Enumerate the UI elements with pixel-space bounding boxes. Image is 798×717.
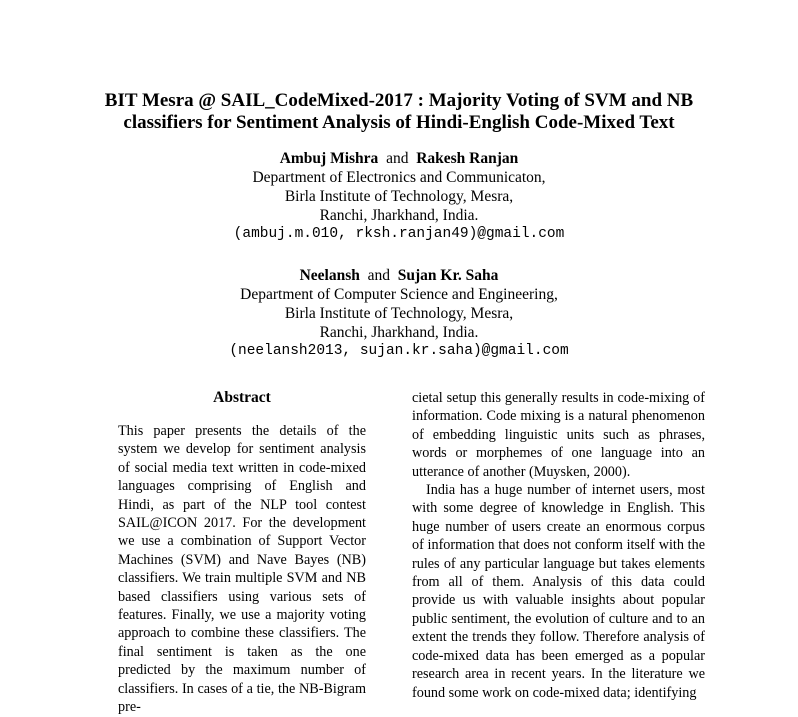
author-name: Ambuj Mishra [279,150,379,167]
author-name: Rakesh Ranjan [416,150,519,167]
abstract-body [118,422,366,717]
paper-title [0,90,798,134]
author-names-2 [0,266,798,285]
title-line-1: BIT Mesra @ SAIL_CodeMixed-2017 : Majority Voting of SVM and NB [104,90,694,111]
author-name: Sujan Kr. Saha [397,267,499,284]
author-block-1 [0,149,798,244]
author-email: (neelansh2013, sujan.kr.saha)@gmail.com [229,343,569,359]
author-city: Ranchi, Jharkhand, India. [319,324,479,341]
title-line-2: classifiers for Sentiment Analysis of Hindi-English Code-Mixed Text [123,112,675,133]
paragraph: India has a huge number of internet users, most with some degree of knowledge in English. This huge number of users create an enormous corpus of information that does not conform itself with the rules of any particular language but takes elements from all of them. Analysis of this data could provide us with valuable insights about popular public sentiment, the evolution of culture and to an extent the trends they follow. Therefore analysis of code-mixed data has been emerged as a popular research area in recent years. In the literature we found some work on code-mixed data; identifying [412,482,705,701]
and-text: and [367,267,391,284]
right-column [412,389,705,702]
abstract-heading: Abstract [213,389,271,406]
author-block-2 [0,266,798,361]
paragraph: cietal setup this generally results in code-mixing of information. Code mixing is a natural phenomenon of embedding linguistic units such as phrases, words or morphemes of one language into an utterance of another (Muysken, 2000). [412,390,705,480]
author-email: (ambuj.m.010, rksh.ranjan49)@gmail.com [233,226,565,242]
abstract-text: This paper presents the details of the system we develop for sentiment analysis of social media text written in code-mixed languages comprising of English and Hindi, as part of the NLP tool contest SAIL@ICON 2017. For the development we use a combination of Support Vector Machines (SVM) and Nave Bayes (NB) classifiers. We train multiple SVM and NB based classifiers using various sets of features. Finally, we use a majority voting approach to combine these classifiers. The final sentiment is taken as the one predicted by the maximum number of classifiers. In cases of a tie, the NB-Bigram pre- [118,423,366,716]
author-institute: Birla Institute of Technology, Mesra, [284,305,514,322]
author-institute: Birla Institute of Technology, Mesra, [284,188,514,205]
author-city: Ranchi, Jharkhand, India. [319,207,479,224]
author-name: Neelansh [299,267,360,284]
and-text: and [386,150,409,167]
author-department: Department of Computer Science and Engineering, [240,286,558,303]
author-names-1 [0,149,798,168]
author-department: Department of Electronics and Communicaton, [252,169,546,186]
